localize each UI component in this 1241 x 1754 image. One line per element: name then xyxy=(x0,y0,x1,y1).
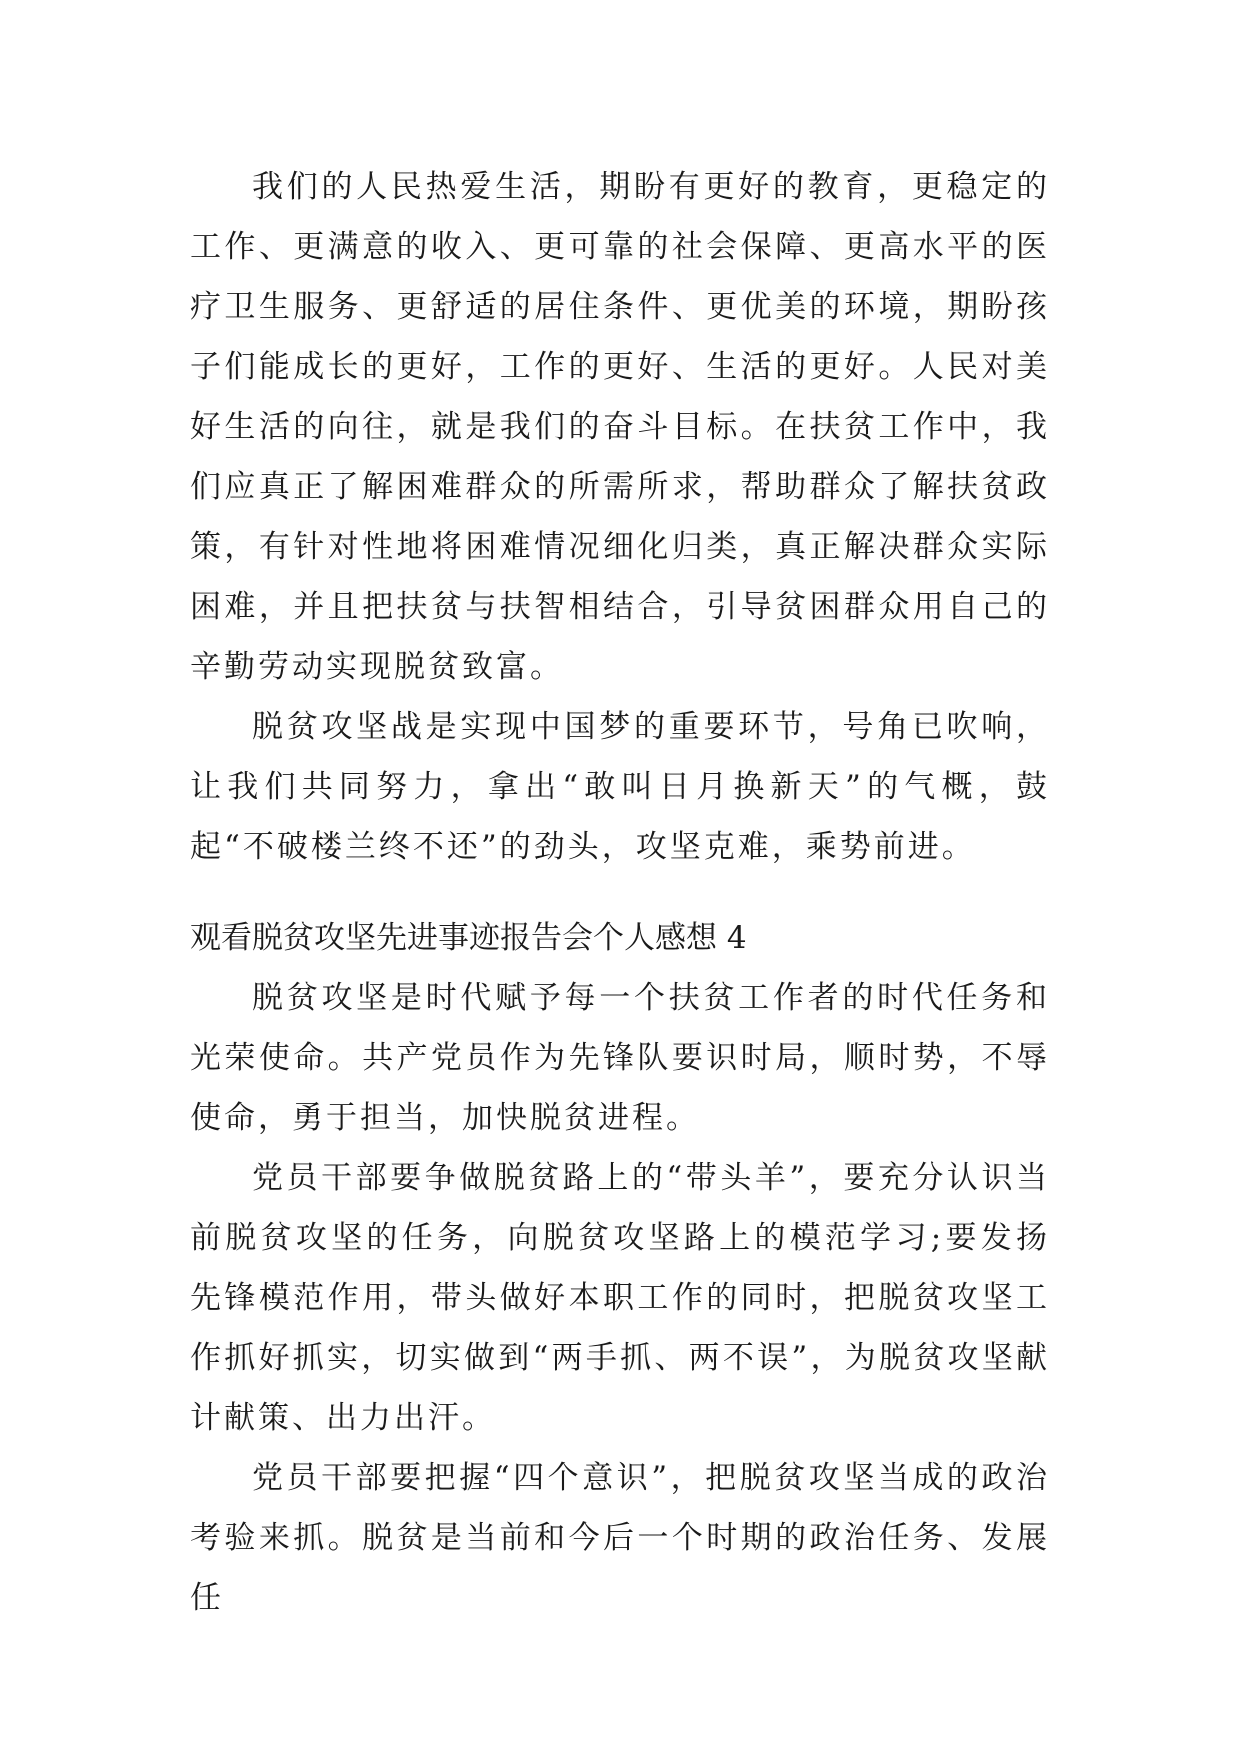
section-a xyxy=(190,157,1050,877)
body-paragraph: 党员干部要争做脱贫路上的“带头羊”，要充分认识当前脱贫攻坚的任务，向脱贫攻坚路上的模范学习;要发扬先锋模范作用，带头做好本职工作的同时，把脱贫攻坚工作抓好抓实，切实做到“两手抓、两不误”，为脱贫攻坚献计献策、出力出汗。 xyxy=(190,1160,1050,1436)
body-paragraph: 党员干部要把握“四个意识”，把脱贫攻坚当成的政治考验来抓。脱贫是当前和今后一个时期的政治任务、发展任 xyxy=(190,1460,1050,1616)
body-paragraph: 脱贫攻坚战是实现中国梦的重要环节，号角已吹响，让我们共同努力，拿出“敢叫日月换新天”的气概，鼓起“不破楼兰终不还”的劲头，攻坚克难，乘势前进。 xyxy=(190,709,1050,865)
body-paragraph: 我们的人民热爱生活，期盼有更好的教育，更稳定的工作、更满意的收入、更可靠的社会保障、更高水平的医疗卫生服务、更舒适的居住条件、更优美的环境，期盼孩子们能成长的更好，工作的更好、生活的更好。人民对美好生活的向往，就是我们的奋斗目标。在扶贫工作中，我们应真正了解困难群众的所需所求，帮助群众了解扶贫政策，有针对性地将困难情况细化归类，真正解决群众实际困难，并且把扶贫与扶智相结合，引导贫困群众用自己的辛勤劳动实现脱贫致富。 xyxy=(190,169,1050,685)
section-heading: 观看脱贫攻坚先进事迹报告会个人感想 4 xyxy=(190,920,747,956)
section-b xyxy=(190,908,1050,1628)
body-paragraph: 脱贫攻坚是时代赋予每一个扶贫工作者的时代任务和光荣使命。共产党员作为先锋队要识时局，顺时势，不辱使命，勇于担当，加快脱贫进程。 xyxy=(190,980,1050,1136)
